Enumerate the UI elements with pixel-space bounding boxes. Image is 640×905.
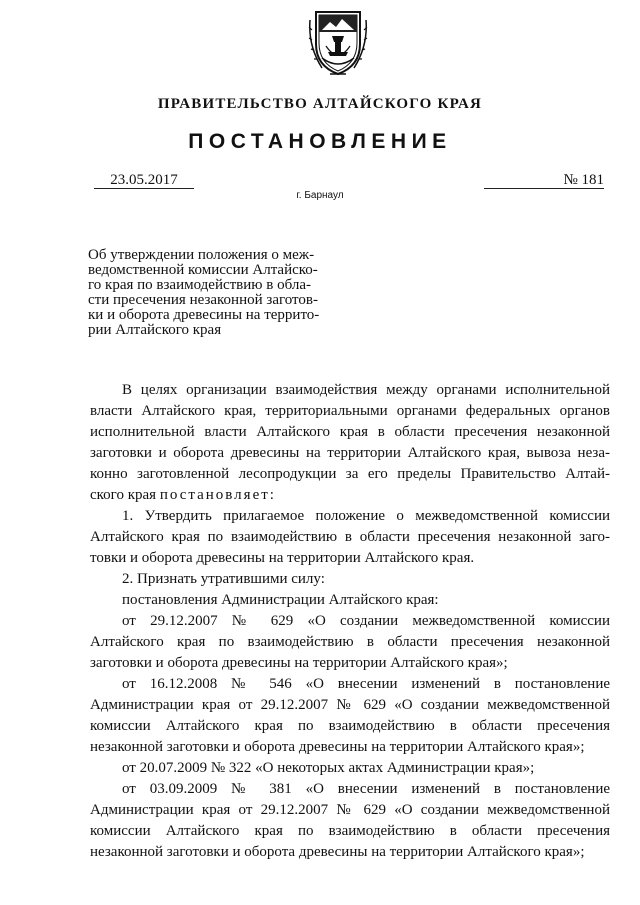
act-line: комиссии Алтайского края по взаимодействию в области пресечения [90, 823, 610, 839]
act-line: Администрации края от 29.12.2007 № 629 «О создании межведомственной [90, 802, 610, 818]
act-line: заготовки и оборота древесины на территории Алтайского края»; [90, 655, 508, 671]
subject-line: Об утверждении положения о меж- [88, 247, 315, 263]
item-1-line: Алтайского края по взаимодействию в области пресечения незаконной заго- [90, 529, 610, 545]
subject-line: ки и оборота древесины на террито- [88, 307, 320, 323]
act-line: комиссии Алтайского края по взаимодействию в области пресечения [90, 718, 610, 734]
subject-line: рии Алтайского края [88, 322, 222, 338]
item-1-line: 1. Утвердить прилагаемое положение о межведомственной комиссии [122, 508, 610, 524]
act-line: Администрации края от 29.12.2007 № 629 «О создании межведомственной [90, 697, 610, 713]
act-line: от 16.12.2008 № 546 «О внесении изменений в постановление [122, 676, 610, 692]
subject-line: го края по взаимодействию в обла- [88, 277, 311, 293]
document-type: ПОСТАНОВЛЕНИЕ [188, 130, 452, 153]
body-line: заготовки и оборота древесины на территории Алтайского края, вывоза неза- [90, 445, 610, 461]
item-2-heading: 2. Признать утратившими силу: [122, 571, 325, 587]
body-line: В целях организации взаимодействия между органами исполнительной [122, 382, 610, 398]
act-line: незаконной заготовки и оборота древесины на территории Алтайского края»; [90, 739, 585, 755]
subject-line: ведомственной комиссии Алтайско- [88, 262, 318, 278]
act-line: незаконной заготовки и оборота древесины на территории Алтайского края»; [90, 844, 585, 860]
act-line: от 20.07.2009 № 322 «О некоторых актах Администрации края»; [122, 760, 535, 776]
document-date: 23.05.2017 [94, 172, 194, 189]
act-line: Алтайского края по взаимодействию в области пресечения незаконной [90, 634, 610, 650]
item-1-line: товки и оборота древесины на территории Алтайского края. [90, 550, 475, 566]
body-line: власти Алтайского края, территориальными органами федеральных органов [90, 403, 610, 419]
document-subject [88, 248, 348, 338]
act-line: от 03.09.2009 № 381 «О внесении изменений в постановление [122, 781, 610, 797]
body-line [90, 485, 610, 506]
document-city: г. Барнаул [296, 190, 344, 201]
resolves-word: постановляет: [159, 487, 276, 503]
coat-of-arms-emblem [308, 6, 368, 78]
act-line: от 29.12.2007 № 629 «О создании межведомственной комиссии [122, 613, 610, 629]
document-body [90, 380, 610, 863]
body-line: конно заготовленной лесопродукции за его пределы Правительство Алтай- [90, 466, 610, 482]
document-number: № 181 [484, 172, 604, 189]
body-line: исполнительной власти Алтайского края в области пресечения незаконной [90, 424, 610, 440]
government-name: ПРАВИТЕЛЬСТВО АЛТАЙСКОГО КРАЯ [157, 96, 483, 112]
item-2-intro: постановления Администрации Алтайского края: [122, 592, 439, 608]
subject-line: сти пресечения незаконной заготов- [88, 292, 318, 308]
body-line-text: ского края [90, 487, 157, 503]
